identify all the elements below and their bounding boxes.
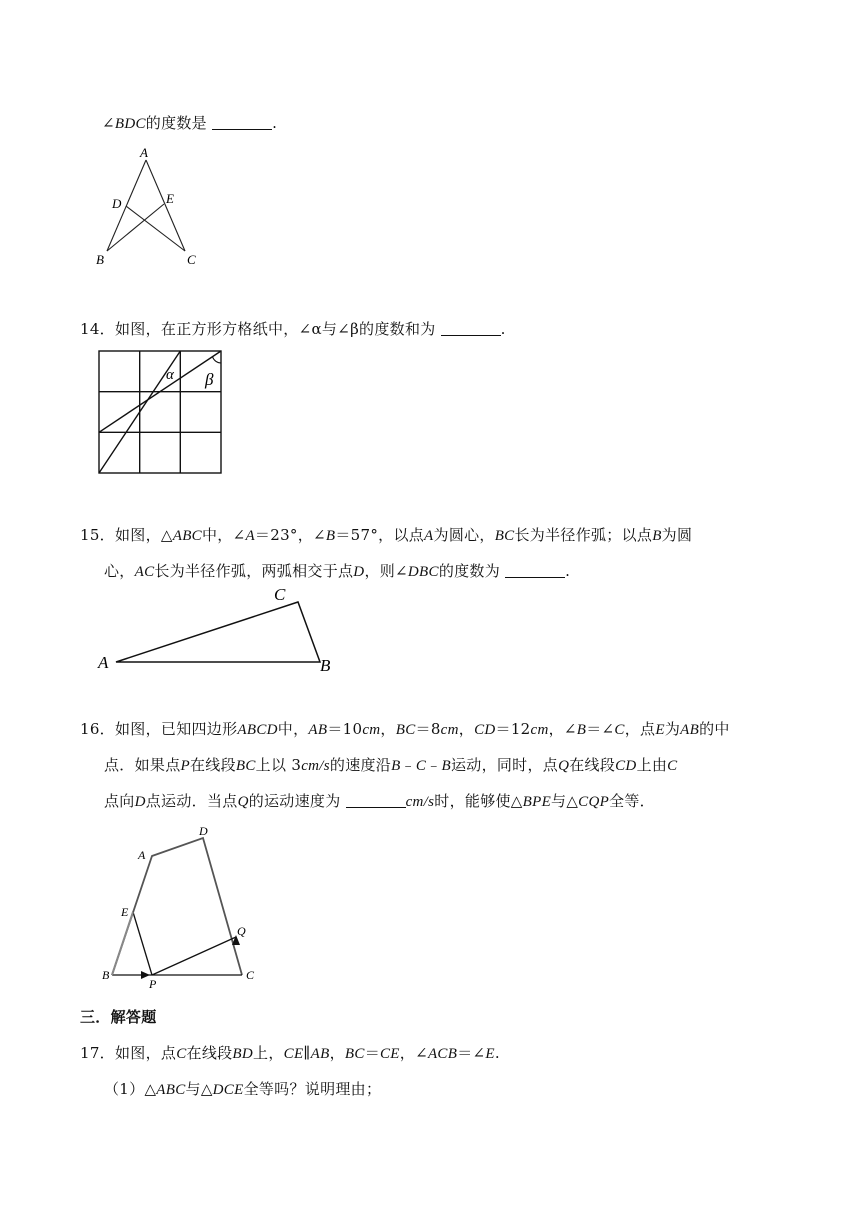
label-B: B: [320, 656, 331, 675]
label-B: B: [102, 968, 110, 982]
q15-answer-blank[interactable]: [505, 563, 565, 578]
q14-figure: [97, 349, 227, 477]
alpha-label: α: [166, 367, 174, 383]
q15-line1: 15．如图，△ABC中，∠A＝23°，∠B＝57°，以点A为圆心，BC长为半径作弧；以点B为圆: [80, 526, 693, 544]
label-A: A: [140, 145, 148, 160]
label-D: D: [112, 196, 122, 211]
q13-tail-line: ∠BDC的度数是 .: [102, 114, 278, 132]
q16-answer-blank[interactable]: [346, 793, 406, 808]
q15-line2: 心，AC长为半径作弧，两弧相交于点D，则∠DBC的度数为 .: [104, 562, 571, 580]
label-A: A: [98, 653, 109, 672]
label-C: C: [274, 585, 286, 604]
q16-line2: 点．如果点P在线段BC上以 3cm/s的速度沿B﹣C﹣B运动，同时，点Q在线段CD上由C: [104, 756, 678, 774]
q16-figure: [92, 818, 272, 990]
label-P: P: [149, 977, 157, 990]
label-E: E: [121, 905, 129, 919]
q17-line: 17．如图，点C在线段BD上，CE∥AB，BC＝CE，∠ACB＝∠E.: [80, 1044, 500, 1062]
q13-answer-blank[interactable]: [212, 115, 272, 130]
label-D: D: [199, 824, 208, 838]
label-A: A: [138, 848, 146, 862]
label-B: B: [96, 252, 104, 267]
q16-line1: 16．如图，已知四边形ABCD中，AB＝10cm，BC＝8cm，CD＝12cm，∠B＝∠C，点E为AB的中: [80, 720, 730, 738]
beta-label: β: [205, 370, 214, 389]
q13-figure: [90, 140, 220, 270]
label-C: C: [246, 968, 255, 982]
q17-sub1: （1）△ABC与△DCE全等吗？说明理由；: [104, 1080, 382, 1098]
q15-figure: [92, 582, 352, 678]
q14-answer-blank[interactable]: [441, 321, 501, 336]
q14-line: 14．如图，在正方形方格纸中，∠α与∠β的度数和为 .: [80, 320, 506, 338]
label-E: E: [166, 191, 174, 206]
label-C: C: [187, 252, 196, 267]
label-Q: Q: [237, 924, 246, 938]
section-title: 三．解答题: [80, 1008, 157, 1026]
q16-line3: 点向D点运动．当点Q的运动速度为 cm/s时，能够使△BPE与△CQP全等．: [104, 792, 655, 810]
